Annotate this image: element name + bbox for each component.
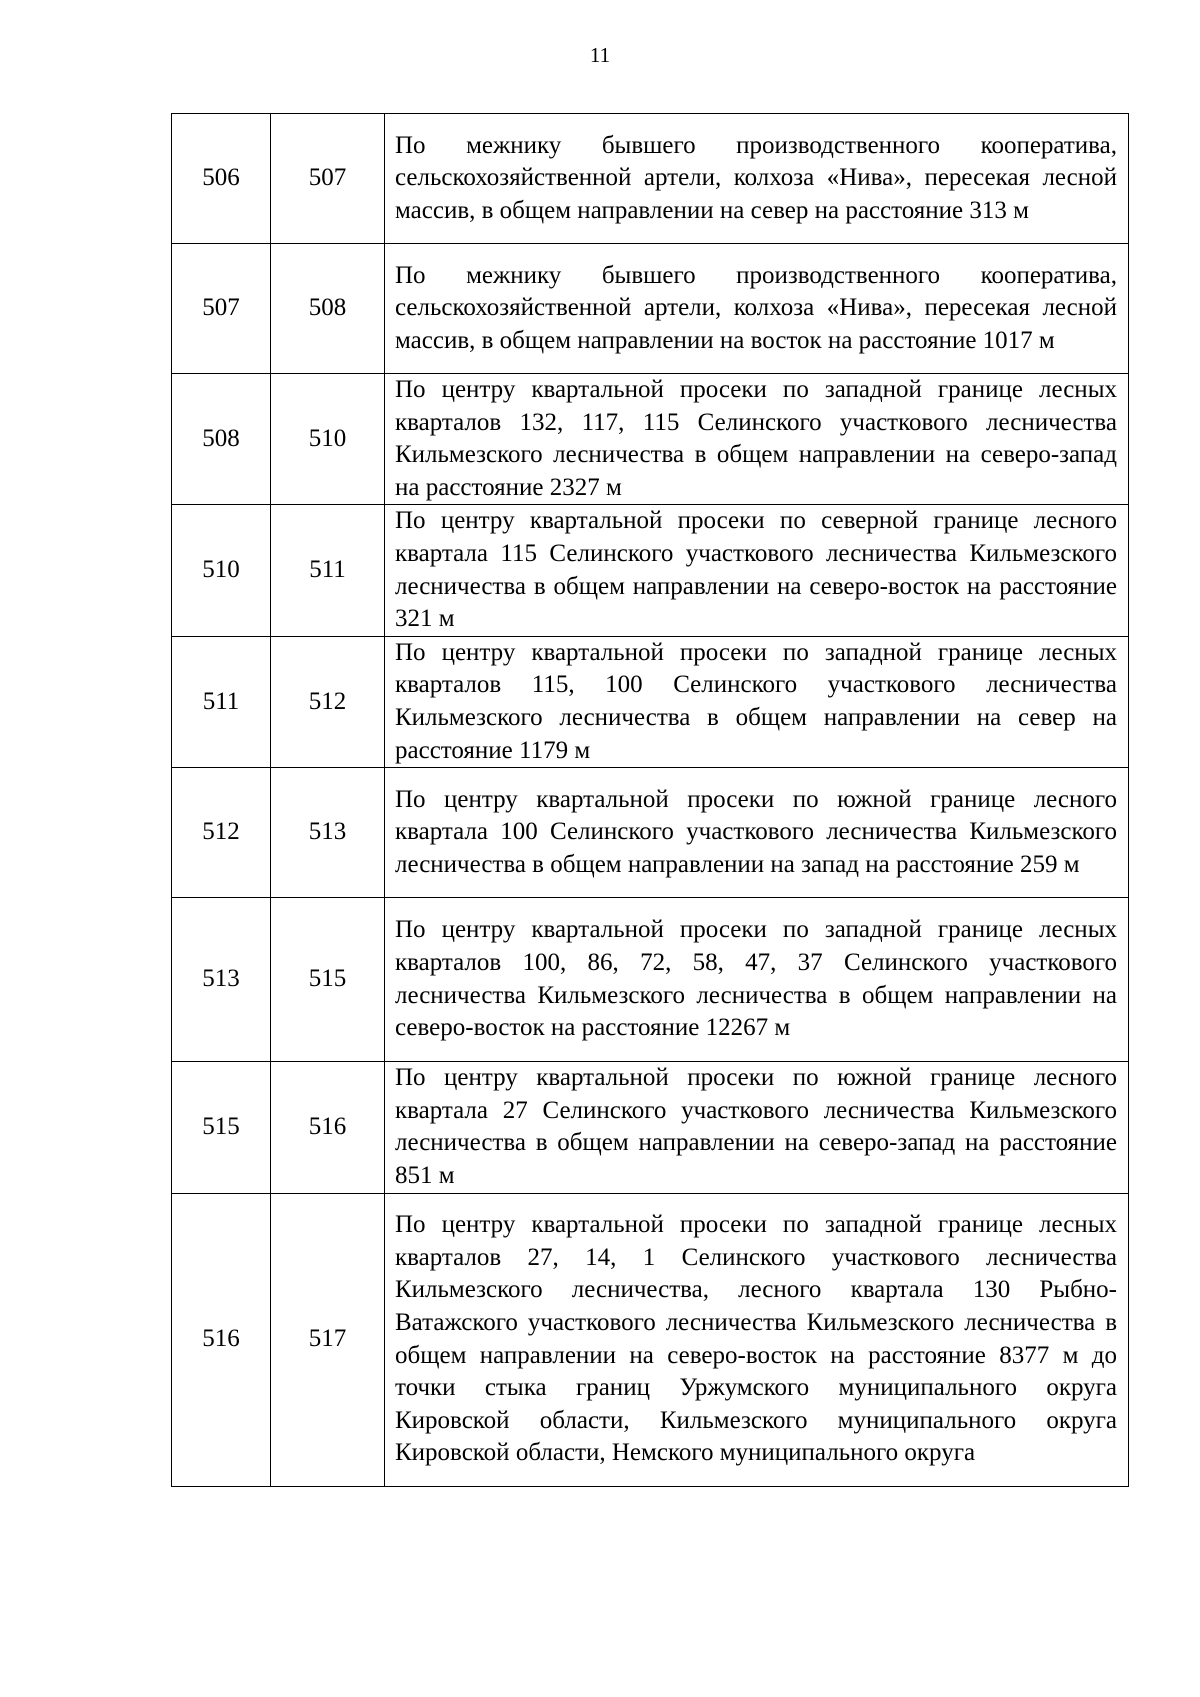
page-number: 11 bbox=[589, 43, 611, 67]
end-point-cell: 510 bbox=[271, 374, 385, 505]
description-text: По межнику бывшего производственного кооператива, сельскохозяйственной артели, колхоза «Нива», пересекая лесной массив, в общем направлении на север на расстояние 313 м bbox=[395, 131, 1117, 224]
description-text: По межнику бывшего производственного кооператива, сельскохозяйственной артели, колхоза «Нива», пересекая лесной массив, в общем направлении на восток на расстояние 1017 м bbox=[395, 261, 1117, 354]
description-cell bbox=[385, 505, 1129, 636]
table-row bbox=[172, 114, 1129, 244]
description-cell bbox=[385, 1062, 1129, 1193]
start-point-cell: 511 bbox=[172, 636, 271, 767]
end-point-cell: 513 bbox=[271, 768, 385, 898]
table-row bbox=[172, 1062, 1129, 1193]
table-row bbox=[172, 244, 1129, 374]
end-point-cell: 517 bbox=[271, 1193, 385, 1486]
description-text: По центру квартальной просеки по западной границе лесных кварталов 27, 14, 1 Селинского участкового лесничества Кильмезского лесничества, лесного квартала 130 Рыбно-Ватажского участкового лесничества Кильмезского лесничества в общем направлении на северо-восток на расстояние 8377 м до точки стыка границ Уржумского муниципального округа Кировской области, Кильмезского муниципального округа Кировской области, Немского муниципального округа bbox=[395, 1211, 1117, 1467]
description-text: По центру квартальной просеки по южной границе лесного квартала 27 Селинского участкового лесничества Кильмезского лесничества в общем направлении на северо-запад на расстояние 851 м bbox=[395, 1064, 1117, 1189]
start-point-cell: 508 bbox=[172, 374, 271, 505]
end-point-cell: 507 bbox=[271, 114, 385, 244]
start-point-cell: 507 bbox=[172, 244, 271, 374]
start-point-cell: 512 bbox=[172, 768, 271, 898]
start-point-cell: 516 bbox=[172, 1193, 271, 1486]
start-point-cell: 513 bbox=[172, 898, 271, 1062]
start-point-cell: 515 bbox=[172, 1062, 271, 1193]
description-cell bbox=[385, 114, 1129, 244]
start-point-cell: 510 bbox=[172, 505, 271, 636]
table-row bbox=[172, 768, 1129, 898]
description-text: По центру квартальной просеки по западной границе лесных кварталов 115, 100 Селинского участкового лесничества Кильмезского лесничества в общем направлении на север на расстояние 1179 м bbox=[395, 638, 1117, 764]
start-point-cell: 506 bbox=[172, 114, 271, 244]
table-row bbox=[172, 505, 1129, 636]
description-cell bbox=[385, 636, 1129, 767]
description-cell bbox=[385, 898, 1129, 1062]
description-cell bbox=[385, 244, 1129, 374]
table-row bbox=[172, 1193, 1129, 1486]
end-point-cell: 511 bbox=[271, 505, 385, 636]
description-cell bbox=[385, 1193, 1129, 1486]
description-text: По центру квартальной просеки по южной границе лесного квартала 100 Селинского участкового лесничества Кильмезского лесничества в общем направлении на запад на расстояние 259 м bbox=[395, 785, 1117, 878]
end-point-cell: 508 bbox=[271, 244, 385, 374]
description-text: По центру квартальной просеки по западной границе лесных кварталов 132, 117, 115 Селинского участкового лесничества Кильмезского лесничества в общем направлении на северо-запад на расстояние 2327 м bbox=[395, 376, 1117, 501]
table-row bbox=[172, 898, 1129, 1062]
description-cell bbox=[385, 374, 1129, 505]
description-cell bbox=[385, 768, 1129, 898]
description-text: По центру квартальной просеки по северной границе лесного квартала 115 Селинского участкового лесничества Кильмезского лесничества в общем направлении на северо-восток на расстояние 321 м bbox=[395, 507, 1117, 633]
table-row bbox=[172, 636, 1129, 767]
end-point-cell: 512 bbox=[271, 636, 385, 767]
end-point-cell: 516 bbox=[271, 1062, 385, 1193]
boundary-table bbox=[171, 113, 1129, 1487]
table-row bbox=[172, 374, 1129, 505]
end-point-cell: 515 bbox=[271, 898, 385, 1062]
description-text: По центру квартальной просеки по западной границе лесных кварталов 100, 86, 72, 58, 47, 37 Селинского участкового лесничества Кильмезского лесничества в общем направлении на северо-восток на расстояние 12267 м bbox=[395, 916, 1117, 1042]
